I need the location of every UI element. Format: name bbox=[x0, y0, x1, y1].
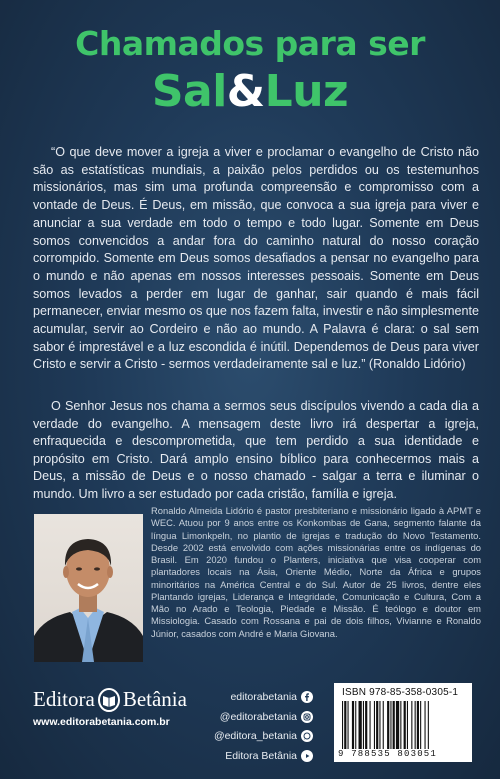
social-youtube-label: Editora Betânia bbox=[225, 749, 297, 762]
barcode-digits: 9 788535 803051 bbox=[338, 749, 438, 759]
social-links bbox=[198, 688, 313, 766]
barcode-bar bbox=[344, 701, 346, 749]
whatsapp-icon bbox=[301, 730, 313, 742]
social-instagram[interactable] bbox=[198, 708, 313, 726]
facebook-icon bbox=[301, 691, 313, 703]
barcode-bar bbox=[404, 701, 406, 749]
book-title-line1: Chamados para ser bbox=[75, 24, 425, 63]
social-youtube[interactable] bbox=[198, 747, 313, 765]
barcode-bar bbox=[396, 701, 399, 749]
social-facebook[interactable] bbox=[198, 688, 313, 706]
book-title-line2 bbox=[0, 66, 500, 117]
isbn-number: ISBN 978-85-358-0305-1 bbox=[342, 687, 459, 698]
social-whatsapp-label: @editora_betania bbox=[213, 730, 297, 742]
youtube-icon bbox=[301, 750, 313, 762]
barcode-bar bbox=[352, 701, 354, 749]
author-photo bbox=[34, 514, 143, 662]
barcode-bar bbox=[390, 701, 391, 749]
barcode-bar bbox=[355, 701, 356, 749]
publisher-logo bbox=[33, 687, 187, 728]
barcode-bar bbox=[374, 701, 375, 749]
barcode-bar bbox=[370, 701, 371, 749]
barcode-bar bbox=[379, 701, 380, 749]
barcode-bar bbox=[365, 701, 367, 749]
barcode-bar bbox=[383, 701, 384, 749]
author-quote: “O que deve mover a igreja a viver e proclamar o evangelho de Cristo não são as estatísticas mundiais, a paixão pelos perdidos ou os testemunhos missionários, mas sim uma profunda compreensão e compromisso com a vontade de Deus. É Deus, em missão, que convoca a sua igreja para viver e anunciar a sua verdade em todo o tempo e todo lugar. Somente em Deus somos convencidos a andar fora do caminho natural do nosso coração corrompido. Somente em Deus somos desafiados a pensar no evangelho para o mundo e não apenas em nossos interesses pessoais. Somente em Deus somos levados a perder em lugar de ganhar, sair quando é mais fácil permanecer, enviar mesmo os que nos fazem falta, investir e não simplesmente acumular, servir ao Cordeiro e não ao mundo. A Palavra é clara: o sal sem sabor é imprestável e a luz escondida é inútil. Dependemos de Deus para viver Cristo e servir a Cristo - sermos verdadeiramente sal e luz.” (Ronaldo Lidório) bbox=[33, 145, 479, 372]
title-ampersand: & bbox=[226, 66, 265, 117]
barcode-bar bbox=[393, 701, 395, 749]
barcode-bar bbox=[411, 701, 412, 749]
social-whatsapp[interactable] bbox=[198, 727, 313, 745]
barcode-bars bbox=[342, 701, 464, 749]
publisher-url[interactable]: www.editorabetania.com.br bbox=[33, 716, 170, 728]
barcode-bar bbox=[342, 701, 343, 749]
social-facebook-label: editorabetania bbox=[230, 691, 297, 703]
barcode-bar bbox=[407, 701, 408, 749]
barcode-bar bbox=[417, 701, 419, 749]
instagram-icon bbox=[301, 711, 313, 723]
isbn-barcode bbox=[334, 683, 472, 762]
barcode-bar bbox=[348, 701, 349, 749]
barcode-bar bbox=[376, 701, 378, 749]
author-bio: Ronaldo Almeida Lidório é pastor presbiteriano e missionário ligado à APMT e WEC. Atuou por 9 anos entre os Konkombas de Gana, segmento falante da língua Limonkpeln, no plantio de igrejas e tradução do Novo Testamento. Desde 2002 está envolvido com ações missionárias entre os indígenas do Brasil. Em 2020 fundou o Planters, iniciativa que visa cooperar com plantadores locais na Ásia, Oriente Médio, Norte da África e grupos minoritários na América Central e do Sul. Autor de 25 livros, dentre eles Plantando igrejas, Liderança e Integridade, Comunicação e Cultura, Com a Mão no Arado e Teologia, Piedade e Missão. É teólogo e doutor em Missiologia. Casado com Rossana e pai de dois filhos, Vivianne e Ronaldo Júnior, casados com André e Maria Giovana. bbox=[151, 505, 481, 639]
barcode-bar bbox=[400, 701, 401, 749]
barcode-bar bbox=[425, 701, 426, 749]
book-description: O Senhor Jesus nos chama a sermos seus discípulos vivendo a cada dia a verdade do evangelho. A mensagem deste livro irá despertar a igreja, enfraquecida e descomprometida, que tem perdido a sua identidade e propósito em Cristo. Dará amplo ensino bíblico para conhecermos mais a Deus, a missão de Deus e o nosso chamado - salgar a terra e iluminar o mundo. Um livro a ser estudado por cada cristão, família e igreja. bbox=[33, 399, 479, 501]
title-sal: Sal bbox=[151, 66, 227, 117]
social-instagram-label: @editorabetania bbox=[219, 710, 297, 723]
barcode-bar bbox=[387, 701, 389, 749]
publisher-name-part2: Betânia bbox=[122, 687, 187, 711]
barcode-bar bbox=[428, 701, 429, 749]
publisher-emblem-icon bbox=[98, 688, 120, 712]
barcode-bar bbox=[420, 701, 421, 749]
publisher-name-part1: Editora bbox=[33, 687, 95, 711]
barcode-bar bbox=[415, 701, 416, 749]
barcode-bar bbox=[359, 701, 362, 749]
barcode-bar bbox=[363, 701, 364, 749]
title-luz: Luz bbox=[264, 66, 349, 117]
